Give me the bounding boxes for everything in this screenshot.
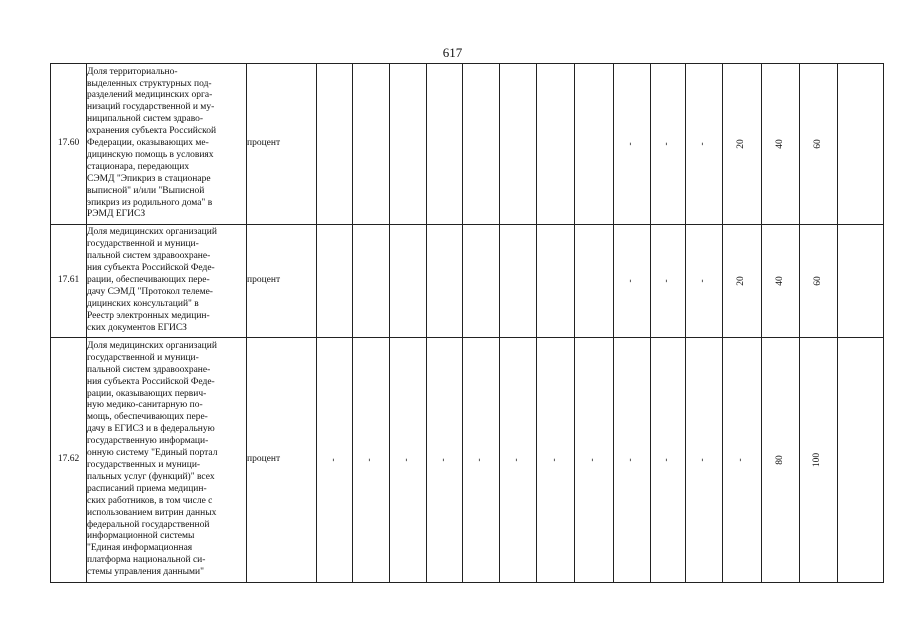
- indicator-name-line: государственную информаци-: [87, 436, 209, 447]
- indicator-name-line: Доля территориально-: [87, 66, 178, 77]
- indicator-name-line: Федерации, оказывающих ме-: [87, 138, 209, 149]
- value-cell: [537, 64, 575, 225]
- value-cell: [838, 225, 884, 338]
- value-cell: [762, 64, 800, 225]
- indicator-name-line: рации, оказывающих первич-: [87, 388, 207, 399]
- value-text: 100: [812, 452, 823, 468]
- value-text: 80: [774, 455, 785, 465]
- indicator-name-line: рации, обеспечивающих пере-: [87, 275, 210, 286]
- indicator-name-line: выделенных структурных под-: [87, 78, 212, 89]
- value-cell: [353, 225, 390, 338]
- value-cell: [500, 338, 537, 583]
- indicator-name-line: мощь, обеспечивающих пере-: [87, 412, 208, 423]
- unit-of-measure: процент: [247, 64, 317, 225]
- value-text: -: [549, 458, 560, 462]
- indicator-name-line: охранения субъекта Российской: [87, 126, 217, 137]
- row-number: 17.60: [51, 64, 87, 225]
- indicator-name-line: информационной системы: [87, 531, 195, 542]
- value-cell: [537, 338, 575, 583]
- value-text: 40: [774, 139, 785, 149]
- value-cell: [427, 338, 463, 583]
- value-text: -: [626, 458, 637, 462]
- value-cell: [800, 225, 838, 338]
- value-text: -: [626, 279, 637, 283]
- indicator-name-line: "Единая информационная: [87, 543, 193, 554]
- value-cell: [614, 64, 651, 225]
- value-cell: [317, 338, 353, 583]
- value-cell: [723, 338, 762, 583]
- indicator-name-line: государственных и муници-: [87, 460, 201, 470]
- indicator-name: [87, 225, 247, 338]
- indicator-name-line: онную систему "Единый портал: [87, 448, 218, 459]
- value-cell: [838, 338, 884, 583]
- indicator-name-line: ских документов ЕГИСЗ: [87, 322, 187, 333]
- value-cell: [686, 64, 723, 225]
- indicator-name-line: ния субъекта Российской Феде-: [87, 376, 215, 387]
- indicator-name-line: пальных услуг (функций)" всех: [87, 471, 215, 482]
- indicator-name-line: ную медико-санитарную по-: [87, 400, 203, 411]
- value-cell: [317, 225, 353, 338]
- value-text: 20: [736, 139, 747, 149]
- value-cell: [800, 64, 838, 225]
- table-row: [51, 64, 905, 225]
- value-cell: [463, 225, 500, 338]
- indicator-name-line: государственной и муници-: [87, 352, 199, 363]
- value-cell: [762, 225, 800, 338]
- value-cell: [390, 338, 427, 583]
- value-cell: [353, 338, 390, 583]
- value-text: -: [698, 142, 709, 146]
- indicator-name-line: СЭМД "Эпикриз в стационаре: [87, 173, 211, 184]
- value-text: -: [662, 458, 673, 462]
- value-text: -: [662, 142, 673, 146]
- indicator-name-line: стемы управления данными": [87, 567, 204, 578]
- value-text: -: [698, 279, 709, 283]
- indicator-name-line: дачу СЭМД "Протокол телеме-: [87, 286, 213, 297]
- indicator-name-line: эпикриз из родильного дома" в: [87, 197, 213, 208]
- value-cell: [500, 225, 537, 338]
- value-cell: [686, 338, 723, 583]
- value-text: -: [662, 279, 673, 283]
- indicator-name-line: пальной систем здравоохране-: [87, 251, 211, 262]
- value-text: 40: [774, 276, 785, 286]
- indicator-name-line: разделений медицинских орга-: [87, 90, 213, 101]
- indicator-name-line: ния субъекта Российской Феде-: [87, 263, 215, 274]
- indicator-name-line: платформа национальной си-: [87, 555, 206, 566]
- row-number: 17.62: [51, 338, 87, 583]
- indicator-name-line: пальной систем здравоохране-: [87, 364, 211, 375]
- indicator-name-line: государственной и муници-: [87, 239, 199, 250]
- unit-of-measure: процент: [247, 225, 317, 338]
- value-cell: [838, 64, 884, 225]
- value-cell: [723, 64, 762, 225]
- indicator-name: [87, 338, 247, 583]
- value-cell: [614, 225, 651, 338]
- value-text: 60: [812, 276, 823, 286]
- value-cell: [463, 64, 500, 225]
- indicator-name-line: Реестр электронных медицин-: [87, 310, 210, 321]
- value-cell: [762, 338, 800, 583]
- value-cell: [427, 225, 463, 338]
- indicator-name-line: Доля медицинских организаций: [87, 227, 217, 238]
- value-cell: [651, 64, 686, 225]
- value-cell: [537, 225, 575, 338]
- table-row: [51, 225, 905, 338]
- indicator-table: [50, 63, 905, 583]
- value-text: 20: [736, 276, 747, 286]
- indicator-name-line: ниципальной систем здраво-: [87, 114, 204, 125]
- indicator-name-line: низаций государственной и му-: [87, 102, 215, 113]
- value-text: -: [698, 458, 709, 462]
- indicator-name-line: дицинскую помощь в условиях: [87, 149, 214, 160]
- indicator-name-line: расписаний приема медицин-: [87, 483, 207, 494]
- value-cell: [651, 338, 686, 583]
- value-text: -: [736, 458, 747, 462]
- value-cell: [463, 338, 500, 583]
- value-cell: [651, 225, 686, 338]
- value-text: -: [588, 458, 599, 462]
- value-text: -: [438, 458, 449, 462]
- value-cell: [575, 64, 614, 225]
- value-text: -: [512, 458, 523, 462]
- value-text: -: [328, 458, 339, 462]
- value-cell: [390, 64, 427, 225]
- indicator-name-line: дачу в ЕГИСЗ и в федеральную: [87, 424, 215, 435]
- indicator-name-line: дицинских консультаций" в: [87, 298, 199, 309]
- indicator-name-line: выписной" и/или "Выписной: [87, 185, 205, 196]
- value-text: -: [402, 458, 413, 462]
- value-text: -: [475, 458, 486, 462]
- row-number: 17.61: [51, 225, 87, 338]
- value-cell: [427, 64, 463, 225]
- value-cell: [686, 225, 723, 338]
- value-text: -: [365, 458, 376, 462]
- value-cell: [390, 225, 427, 338]
- value-cell: [723, 225, 762, 338]
- value-cell: [575, 225, 614, 338]
- indicator-name-line: стационара, передающих: [87, 161, 190, 172]
- value-cell: [317, 64, 353, 225]
- table-row: [51, 338, 905, 583]
- value-cell: [500, 64, 537, 225]
- value-cell: [614, 338, 651, 583]
- value-text: -: [626, 142, 637, 146]
- indicator-name-line: РЭМД ЕГИСЗ: [87, 209, 146, 220]
- value-cell: [353, 64, 390, 225]
- page-number: 617: [442, 45, 463, 60]
- value-cell: [575, 338, 614, 583]
- indicator-name-line: использованием витрин данных: [87, 507, 217, 518]
- indicator-name-line: Доля медицинских организаций: [87, 340, 217, 351]
- indicator-name-line: ских работников, в том числе с: [87, 495, 213, 506]
- unit-of-measure: процент: [247, 338, 317, 583]
- indicator-name: [87, 64, 247, 225]
- indicator-name-line: федеральной государственной: [87, 519, 210, 530]
- value-text: 60: [812, 139, 823, 149]
- value-cell: [800, 338, 838, 583]
